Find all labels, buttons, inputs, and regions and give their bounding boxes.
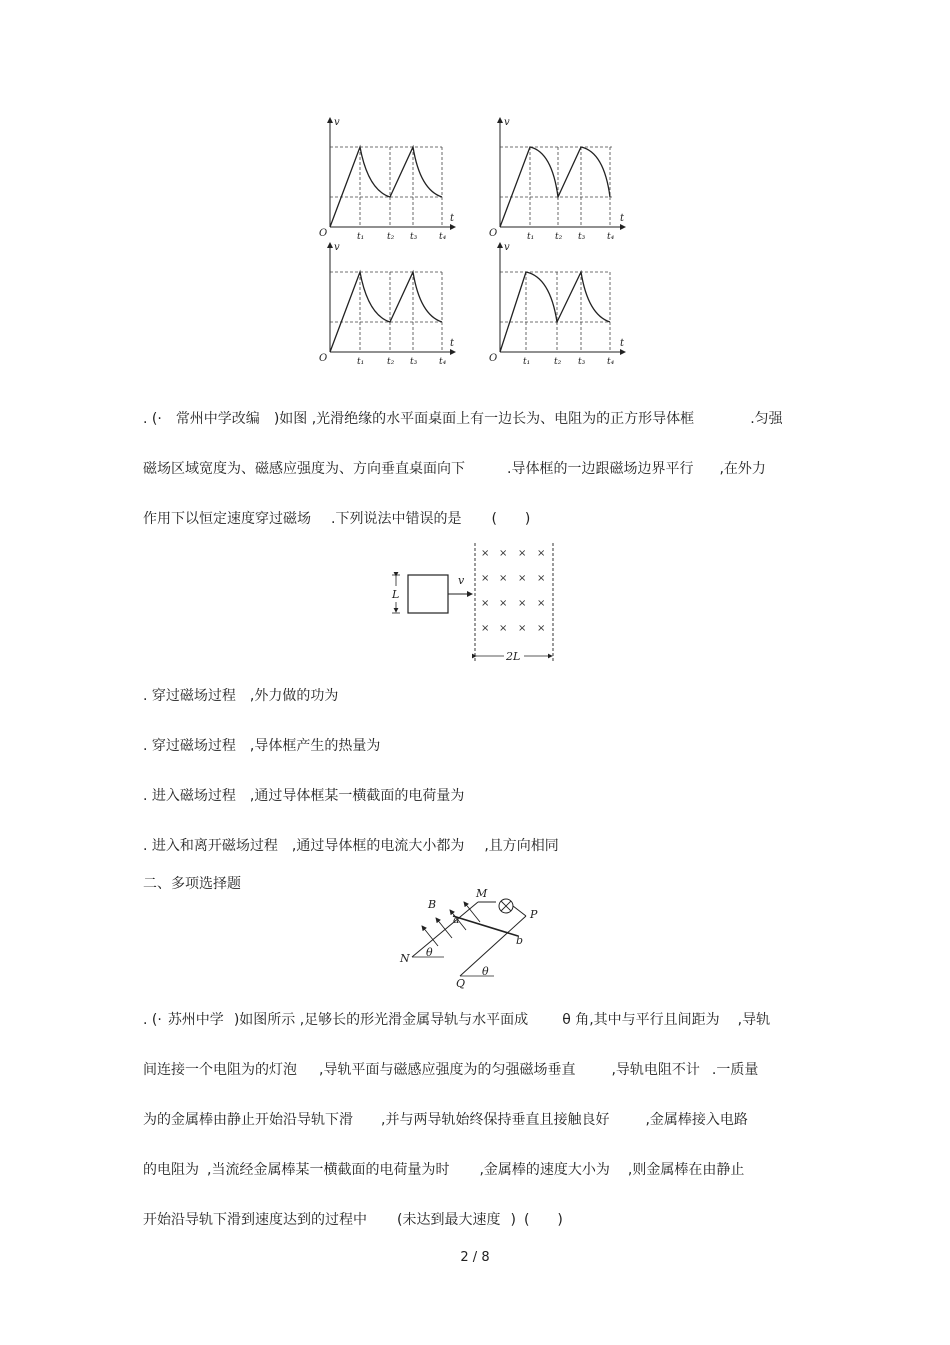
- label-a: a: [453, 913, 460, 926]
- label-N: N: [400, 952, 410, 965]
- q2-line-3: [143, 1109, 748, 1129]
- origin-label: O: [319, 228, 328, 239]
- answer-paren-close: ): [524, 511, 531, 527]
- tick-label: t₃: [578, 357, 586, 367]
- label-M: M: [476, 887, 488, 900]
- tick-label: t₄: [607, 232, 615, 242]
- tick-label: t₄: [439, 357, 447, 367]
- q2-line-4: [143, 1159, 744, 1179]
- t-axis-label: t: [620, 338, 625, 349]
- q2-stem-text: 间连接一个电阻为的灯泡: [143, 1062, 297, 1078]
- q1-stem-text: .匀强: [750, 411, 783, 427]
- origin-label: O: [489, 228, 498, 239]
- tick-label: t₂: [554, 357, 562, 367]
- option-c[interactable]: . 进入磁场过程 ,通过导体框某一横截面的电荷量为: [143, 788, 465, 804]
- svg-text:×: ×: [499, 573, 508, 584]
- q2-figure: [398, 884, 548, 990]
- tick-label: t₁: [527, 232, 535, 242]
- svg-text:×: ×: [499, 623, 508, 634]
- q2-stem-text: ,则金属棒在由静止: [627, 1162, 745, 1178]
- angle-label: θ: [426, 946, 433, 959]
- q2-line-5: [143, 1209, 563, 1229]
- q1-line-2: [143, 458, 766, 478]
- q1-stem-text: )如图 ,光滑绝缘的水平面桌面上有一边长为、电阻为的正方形导体框: [273, 411, 695, 427]
- q1-source: 常州中学改编: [175, 411, 260, 427]
- q1-stem-text: .下列说法中错误的是: [331, 511, 462, 527]
- q2-stem-text: ,当流经金属棒某一横截面的电荷量为时: [207, 1162, 450, 1178]
- q1-stem-text: .导体框的一边跟磁场边界平行: [507, 461, 694, 477]
- tick-label: t₃: [410, 232, 418, 242]
- q1-line-1: [143, 408, 783, 428]
- svg-text:×: ×: [537, 573, 546, 584]
- q2-stem-text: ,导轨: [737, 1012, 771, 1028]
- q2-stem-text: )如图所示 ,足够长的形光滑金属导轨与水平面成: [233, 1012, 529, 1028]
- answer-paren-open: (: [523, 1212, 530, 1228]
- q2-stem-text: ,并与两导轨始终保持垂直且接触良好: [381, 1112, 610, 1128]
- svg-text:×: ×: [537, 548, 546, 559]
- label-Q: Q: [456, 977, 466, 990]
- t-axis-label: t: [450, 213, 455, 224]
- side-length-label: L: [392, 588, 400, 601]
- q1-line-3: [143, 508, 530, 528]
- tick-label: t₄: [439, 232, 447, 242]
- magnetic-field-marks: [481, 548, 545, 634]
- q2-number: . (·: [143, 1012, 162, 1028]
- answer-paren-close: ): [557, 1212, 563, 1228]
- q1-figure: [380, 538, 570, 668]
- svg-text:×: ×: [537, 623, 546, 634]
- svg-text:×: ×: [481, 573, 490, 584]
- vt-graph-b: [489, 117, 625, 242]
- page-number: 2 / 8: [460, 1250, 490, 1265]
- q2-stem-text: ): [510, 1212, 516, 1228]
- label-P: P: [530, 908, 538, 921]
- tick-label: t₄: [607, 357, 615, 367]
- q2-stem-text: θ 角,其中与平行且间距为: [562, 1012, 720, 1028]
- svg-text:×: ×: [537, 598, 546, 609]
- q2-line-1: [143, 1009, 770, 1029]
- vt-graphs-figure: [310, 110, 640, 370]
- vt-graph-a: [319, 117, 455, 242]
- svg-text:×: ×: [481, 623, 490, 634]
- vt-graph-c: [319, 242, 455, 367]
- svg-text:×: ×: [518, 598, 527, 609]
- tick-label: t₃: [578, 232, 586, 242]
- v-axis-label: v: [504, 242, 510, 253]
- angle-label: θ: [482, 965, 489, 978]
- q2-stem-text: (未达到最大速度: [397, 1212, 501, 1228]
- q2-stem-text: ,导轨电阻不计: [611, 1062, 700, 1078]
- svg-text:×: ×: [481, 598, 490, 609]
- q2-line-2: [143, 1059, 758, 1079]
- label-B: B: [428, 898, 437, 911]
- svg-text:×: ×: [518, 548, 527, 559]
- tick-label: t₂: [387, 357, 395, 367]
- field-width-label: 2L: [506, 650, 521, 663]
- section-heading: 二、多项选择题: [143, 876, 241, 892]
- q2-stem-text: ,金属棒的速度大小为: [479, 1162, 610, 1178]
- v-axis-label: v: [334, 242, 340, 253]
- tick-label: t₁: [357, 357, 365, 367]
- option-b[interactable]: . 穿过磁场过程 ,导体框产生的热量为: [143, 738, 381, 754]
- q2-stem-text: 为的金属棒由静止开始沿导轨下滑: [143, 1112, 353, 1128]
- answer-paren-open: (: [491, 511, 497, 527]
- origin-label: O: [489, 353, 498, 364]
- q1-stem-text: 作用下以恒定速度穿过磁场: [143, 511, 311, 527]
- q1-stem-text: 磁场区域宽度为、磁感应强度为、方向垂直桌面向下: [143, 461, 465, 477]
- tick-label: t₃: [410, 357, 418, 367]
- svg-text:×: ×: [518, 623, 527, 634]
- v-axis-label: v: [334, 117, 340, 128]
- origin-label: O: [319, 353, 328, 364]
- tick-label: t₁: [357, 232, 365, 242]
- label-b: b: [516, 934, 524, 947]
- q2-stem-text: ,导轨平面与磁感应强度为的匀强磁场垂直: [319, 1062, 576, 1078]
- tick-label: t₂: [387, 232, 395, 242]
- svg-text:×: ×: [499, 598, 508, 609]
- tick-label: t₂: [555, 232, 563, 242]
- square-frame: [408, 575, 448, 613]
- q2-stem-text: 开始沿导轨下滑到速度达到的过程中: [143, 1212, 367, 1228]
- option-a[interactable]: . 穿过磁场过程 ,外力做的功为: [143, 688, 339, 704]
- q2-stem-text: .一质量: [711, 1062, 759, 1078]
- t-axis-label: t: [620, 213, 625, 224]
- tick-label: t₁: [523, 357, 531, 367]
- svg-text:×: ×: [518, 573, 527, 584]
- option-d[interactable]: . 进入和离开磁场过程 ,通过导体框的电流大小都为 ,且方向相同: [143, 838, 559, 854]
- q2-stem-text: 的电阻为: [143, 1162, 199, 1178]
- svg-text:×: ×: [499, 548, 508, 559]
- svg-text:×: ×: [481, 548, 490, 559]
- q1-number: . (·: [143, 411, 162, 427]
- vt-graph-d: [489, 242, 625, 367]
- velocity-label: v: [458, 574, 465, 587]
- q2-stem-text: ,金属棒接入电路: [645, 1112, 748, 1128]
- t-axis-label: t: [450, 338, 455, 349]
- q1-stem-text: ,在外力: [719, 461, 766, 477]
- q2-source: 苏州中学: [167, 1012, 224, 1028]
- v-axis-label: v: [504, 117, 510, 128]
